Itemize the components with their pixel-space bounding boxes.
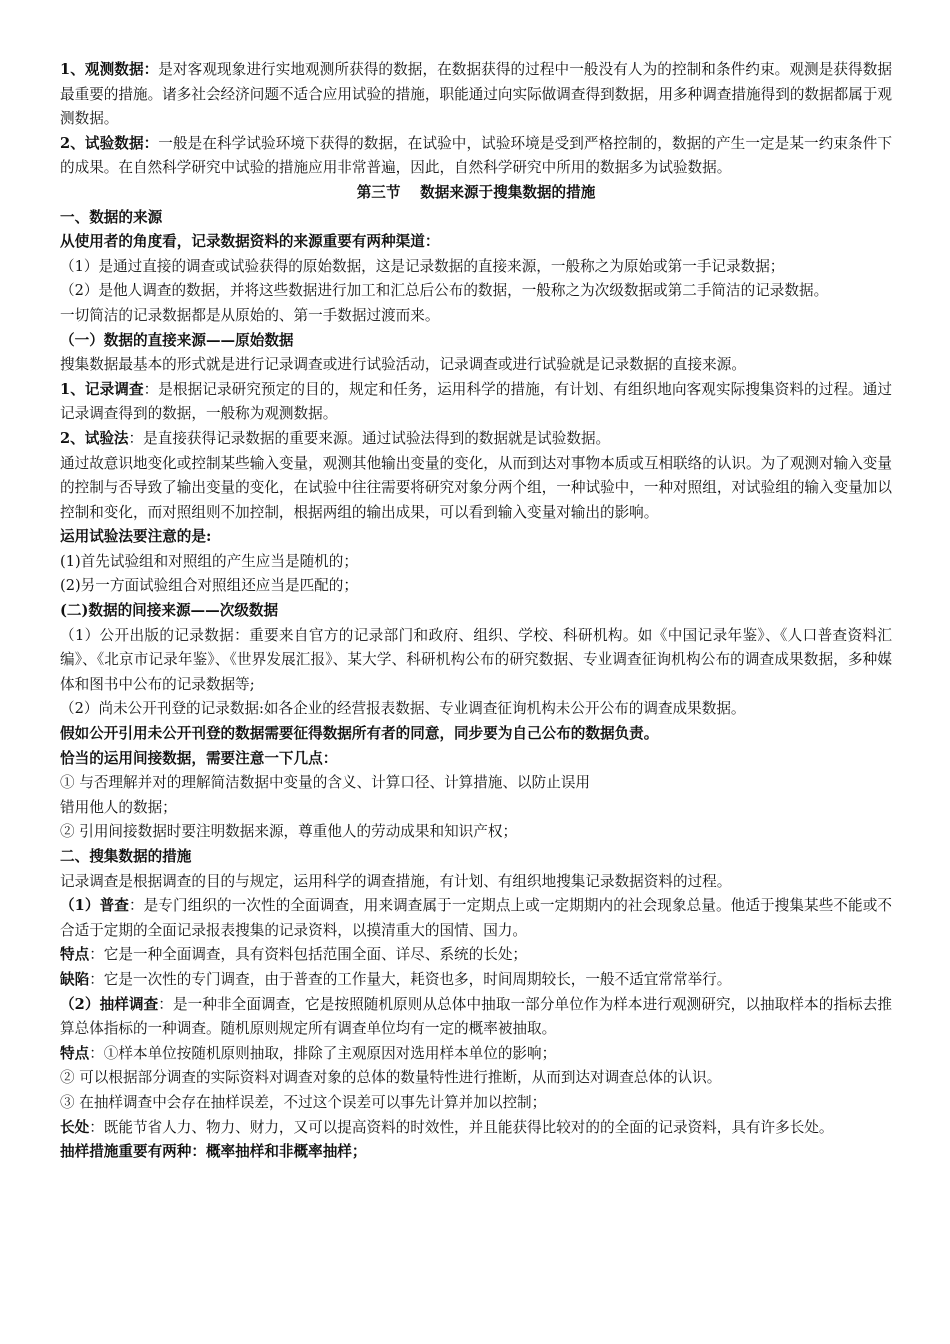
census-defects-text: ：它是一次性的专门调查，由于普查的工作量大，耗资也多，时间周期较长，一般不适宜常常举行。 — [89, 970, 732, 988]
census-features — [60, 943, 892, 968]
census-features-text: ：它是一种全面调查，具有资料包括范围全面、详尽、系统的长处； — [89, 946, 528, 964]
proper-use-2: ② 引用间接数据时要注明数据来源，尊重他人的劳动成果和知识产权； — [60, 823, 518, 841]
source-item-2: （2）是他人调查的数据，并将这些数据进行加工和汇总后公布的数据，一般称之为次级数据或第二手简洁的记录数据。 — [60, 282, 829, 300]
census-features-label: 特点 — [60, 946, 90, 964]
survey-paragraph — [60, 378, 892, 427]
collection-methods-text: 记录调查是根据调查的目的与规定，运用科学的调查措施，有计划、有组织地搜集记录数据资料的过程。 — [60, 872, 732, 890]
subheading-direct-source: （一）数据的直接来源——原始数据 — [60, 331, 294, 349]
proper-use-heading: 恰当的运用间接数据，需要注意一下几点： — [60, 749, 338, 767]
sources-lead: 从使用者的角度看，记录数据资料的来源重要有两种渠道： — [60, 233, 440, 251]
census-defects-label: 缺陷 — [60, 970, 90, 988]
direct-source-text: 搜集数据最基本的形式就是进行记录调查或进行试验活动，记录调查或进行试验就是记录数据的直接来源。 — [60, 356, 746, 374]
published-data-text: （1）公开出版的记录数据：重要来自官方的记录部门和政府、组织、学校、科研机构。如《中国记录年鉴》、《人口普查资料汇编》、《北京市记录年鉴》、《世界发展汇报》、某大学、科研机构公布的研究数据、专业调查征询机构公布的调查成果数据，多种媒体和图书中公布的记录数据等; — [60, 626, 892, 693]
sampling-advantages-label: 长处 — [60, 1118, 90, 1136]
experimental-data-paragraph — [60, 132, 892, 181]
sampling-advantages-text: ：既能节省人力、物力、财力，又可以提高资料的时效性，并且能获得比较对的的全面的记录资料，具有许多长处。 — [89, 1118, 834, 1136]
experiment-detail: 通过故意识地变化或控制某些输入变量，观测其他输出变量的变化，从而到达对事物本质或互相联络的认识。为了观测对输入变量的控制与否导致了输出变量的变化，在试验中往往需要将研究对象分两个组，一种试验中，一种对照组，对试验组的输入变量加以控制和变化，而对照组则不加控制，根据两组的输出成果，可以看到输入变量对输出的影响。 — [60, 454, 892, 521]
survey-label: 1、记录调查 — [60, 380, 144, 398]
census-text: ：是专门组织的一次性的全面调查，用来调查属于一定期点上或一定期期内的社会现象总量。他适于搜集某些不能或不合适于定期的全面记录报表搜集的记录资料，以摸清重大的国情、国力。 — [60, 897, 893, 939]
sampling-features-text: ：①样本单位按随机原则抽取，排除了主观原因对选用样本单位的影响； — [89, 1044, 557, 1062]
observed-data-text: 是对客观现象进行实地观测所获得的数据，在数据获得的过程中一般没有人为的控制和条件约束。观测是获得数据最重要的措施。诸多社会经济问题不适合应用试验的措施，职能通过向实际做调查得到数据，用多种调查措施得到的数据都属于观测数据。 — [60, 61, 892, 128]
sampling-features-label: 特点 — [60, 1044, 90, 1062]
sampling-feature-2: ② 可以根据部分调查的实际资料对调查对象的总体的数量特性进行推断，从而到达对调查总体的认识。 — [60, 1069, 722, 1087]
sampling-methods: 抽样措施重要有两种：概率抽样和非概率抽样； — [60, 1143, 367, 1161]
proper-use-1a: ① 与否理解并对的理解简洁数据中变量的含义、计算口径、计算措施、以防止误用 — [60, 774, 591, 792]
subheading-indirect-source: (二)数据的间接来源——次级数据 — [60, 602, 279, 620]
sampling-feature-3: ③ 在抽样调查中会存在抽样误差，不过这个误差可以事先计算并加以控制； — [60, 1093, 547, 1111]
experiment-paragraph — [60, 427, 892, 452]
observed-data-paragraph — [60, 58, 892, 132]
observed-data-label: 1、观测数据： — [60, 61, 159, 78]
survey-text: ：是根据记录研究预定的目的，规定和任务，运用科学的措施，有计划、有组织地向客观实际搜集资料的过程。通过记录调查得到的数据，一般称为观测数据。 — [60, 380, 892, 423]
sampling-advantages — [60, 1116, 892, 1141]
sampling-paragraph — [60, 993, 892, 1042]
experiment-text: ：是直接获得记录数据的重要来源。通过试验法得到的数据就是试验数据。 — [128, 429, 611, 447]
heading-data-sources: 一、数据的来源 — [60, 208, 163, 226]
unpublished-data-text: （2）尚未公开刊登的记录数据:如各企业的经营报表数据、专业调查征询机构未公开公布的调查成果数据。 — [60, 700, 746, 718]
census-paragraph — [60, 894, 892, 943]
source-note: 一切简洁的记录数据都是从原始的、第一手数据过渡而来。 — [60, 306, 440, 324]
experimental-data-label: 2、试验数据： — [60, 134, 159, 152]
experiment-label: 2、试验法 — [60, 429, 129, 447]
sampling-features — [60, 1042, 892, 1067]
heading-collection-methods: 二、搜集数据的措施 — [60, 848, 192, 865]
sampling-text: ：是一种非全面调查，它是按照随机原则从总体中抽取一部分单位作为样本进行观测研究，以抽取样本的指标去推算总体指标的一种调查。随机原则规定所有调查单位均有一定的概率被抽取。 — [60, 995, 892, 1038]
section-title: 第三节 数据来源于搜集数据的措施 — [356, 183, 596, 201]
census-label: （1）普查 — [60, 897, 129, 915]
experiment-notice-1: (1)首先试验组和对照组的产生应当是随机的； — [60, 552, 358, 570]
experimental-data-text: 一般是在科学试验环境下获得的数据，在试验中，试验环境是受到严格控制的，数据的产生一定是某一约束条件下的成果。在自然科学研究中试验的措施应用非常普遍，因此，自然科学研究中所用的数据多为试验数据。 — [60, 134, 892, 177]
proper-use-1b: 错用他人的数据； — [60, 798, 177, 816]
sampling-label: （2）抽样调查 — [60, 995, 159, 1013]
citation-warning: 假如公开引用未公开刊登的数据需要征得数据所有者的同意，同步要为自己公布的数据负责。 — [60, 725, 659, 743]
experiment-notice: 运用试验法要注意的是: — [60, 528, 212, 546]
census-defects — [60, 968, 892, 993]
experiment-notice-2: (2)另一方面试验组合对照组还应当是匹配的； — [60, 577, 358, 595]
source-item-1: （1）是通过直接的调查或试验获得的原始数据，这是记录数据的直接来源，一般称之为原始或第一手记录数据； — [60, 257, 785, 275]
